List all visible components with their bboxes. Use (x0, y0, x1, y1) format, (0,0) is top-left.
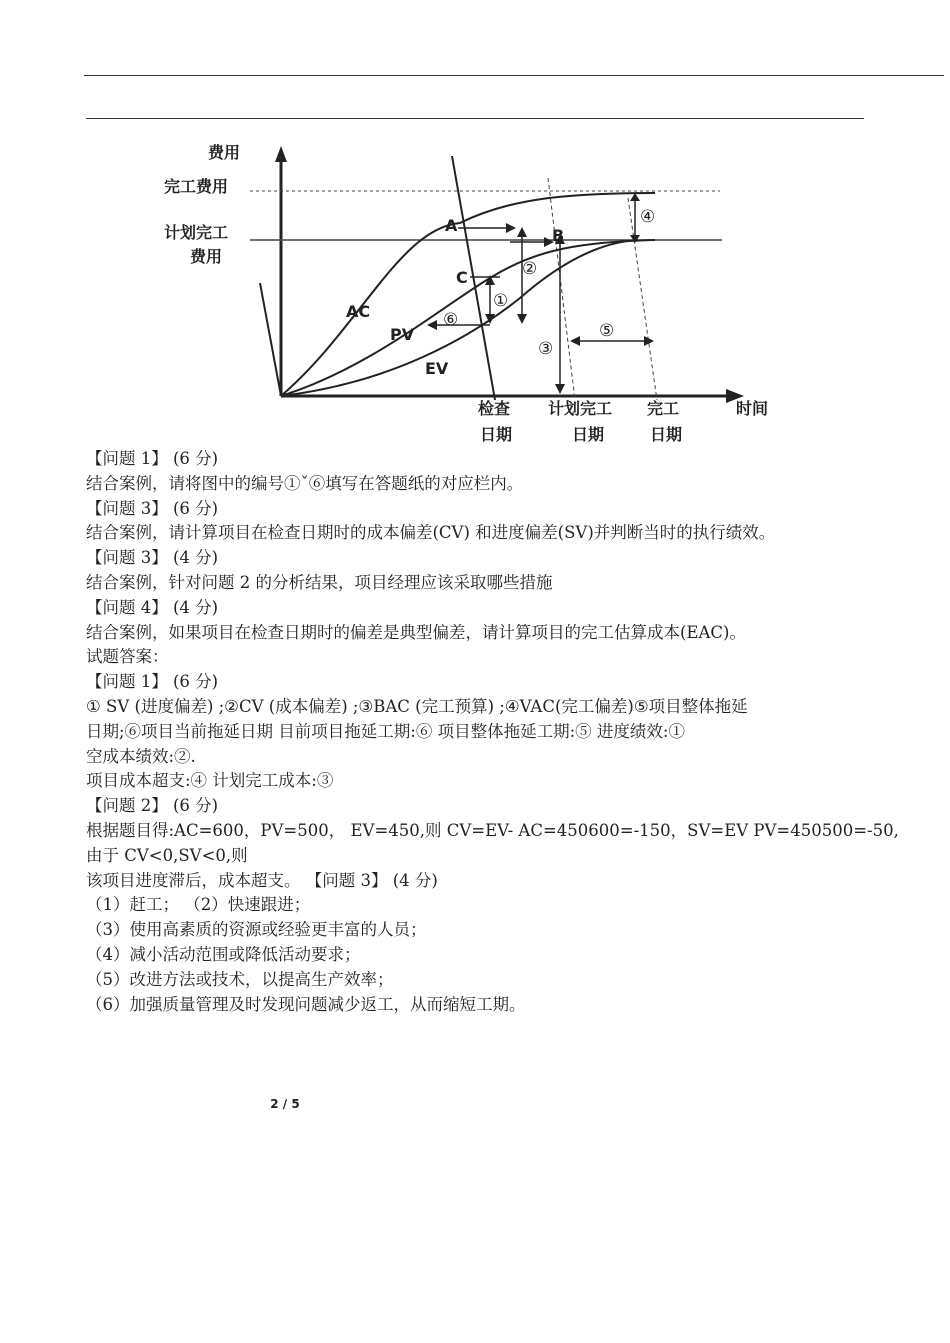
question-2-heading: 【问题 3】 (6 分) (86, 498, 219, 518)
answer-2-heading: 【问题 2】 (6 分) (86, 796, 219, 816)
y-axis-arrow (275, 146, 287, 162)
question-4-heading: 【问题 4】 (4 分) (86, 597, 219, 617)
answer-3-item: （3）使用高素质的资源或经验更丰富的人员； (86, 920, 427, 940)
marker-4-label: ④ (640, 207, 656, 227)
baseline-slope (260, 283, 281, 396)
question-3-heading: 【问题 3】 (4 分) (86, 548, 219, 568)
ev-curve (281, 240, 638, 396)
answer-2-line-3: 该项目进度滞后，成本超支。 【问题 3】 (4 分) (86, 870, 438, 890)
point-a-label: A (445, 216, 458, 235)
question-4-text: 结合案例，如果项目在检查日期时的偏差是典型偏差，请计算项目的完工估算成本(EAC)。 (86, 622, 746, 642)
pv-curve-label: PV (390, 325, 415, 344)
answer-2-line-2: 由于 CV<0,SV<0,则 (86, 845, 248, 865)
header-rule (84, 75, 944, 76)
ev-curve-label: EV (425, 359, 449, 378)
question-3-text: 结合案例，针对问题 2 的分析结果，项目经理应该采取哪些措施 (86, 572, 553, 592)
answer-3-item: （6）加强质量管理及时发现问题减少返工，从而缩短工期。 (86, 994, 526, 1014)
x-axis-label: 时间 (736, 399, 769, 418)
point-b-label: B (552, 226, 565, 245)
document-body (86, 447, 899, 1017)
answer-1-line-1: ① SV (进度偏差) ;②CV (成本偏差) ;③BAC (完工预算) ;④VAC(完工偏差)⑤项目整体拖延 (86, 696, 748, 716)
answer-3-item: （1）赶工； （2）快速跟进； (86, 895, 311, 915)
answer-3-item: （4）减小活动范围或降低活动要求； (86, 944, 361, 964)
planned-finish-label-2: 日期 (572, 425, 605, 444)
question-1-heading: 【问题 1】 (6 分) (86, 449, 219, 468)
answers-heading: 试题答案： (86, 647, 169, 667)
answer-2-line-1: 根据题目得:AC=600，PV=500， EV=450,则 CV=EV- AC=450600=-150，SV=EV PV=450500=-50, (86, 820, 899, 840)
marker-3-label: ③ (538, 339, 554, 359)
check-date-label-2: 日期 (480, 425, 513, 444)
ac-curve-label: AC (346, 302, 371, 321)
header-rule-second (86, 118, 864, 119)
pv-curve (281, 240, 655, 396)
answer-1-line-4: 项目成本超支:④ 计划完工成本:③ (86, 771, 334, 791)
marker-2-label: ② (522, 259, 538, 279)
page-number: 2 / 5 (270, 1097, 300, 1111)
y-axis-label: 费用 (208, 143, 241, 162)
question-2-text: 结合案例，请计算项目在检查日期时的成本偏差(CV) 和进度偏差(SV)并判断当时的执行绩效。 (86, 523, 776, 543)
marker-1-label: ① (493, 291, 509, 311)
planned-finish-line (548, 178, 575, 400)
finish-line (628, 198, 657, 400)
check-date-label: 检查 (478, 399, 511, 418)
planned-finish-label: 计划完工 (548, 399, 613, 418)
point-c-label: C (456, 268, 468, 287)
answer-1-line-3: 空成本绩效:②. (86, 746, 196, 766)
finish-label: 完工 (647, 399, 680, 418)
marker-5-label: ⑤ (599, 321, 615, 341)
answer-3-item: （5）改进方法或技术，以提高生产效率； (86, 969, 394, 989)
question-1-text: 结合案例，请将图中的编号①ˇ⑥填写在答题纸的对应栏内。 (86, 473, 524, 493)
answer-1-line-2: 日期;⑥项目当前拖延日期 目前项目拖延工期:⑥ 项目整体拖延工期:⑤ 进度绩效:① (86, 721, 685, 741)
earned-value-figure (150, 138, 800, 456)
planned-completion-cost-label: 计划完工 (164, 223, 229, 242)
planned-completion-cost-label-2: 费用 (190, 247, 223, 266)
answer-1-heading: 【问题 1】 (6 分) (86, 672, 219, 692)
ac-curve (281, 193, 655, 396)
completion-cost-label: 完工费用 (164, 177, 229, 196)
marker-6-label: ⑥ (443, 310, 459, 330)
finish-label-2: 日期 (650, 425, 683, 444)
